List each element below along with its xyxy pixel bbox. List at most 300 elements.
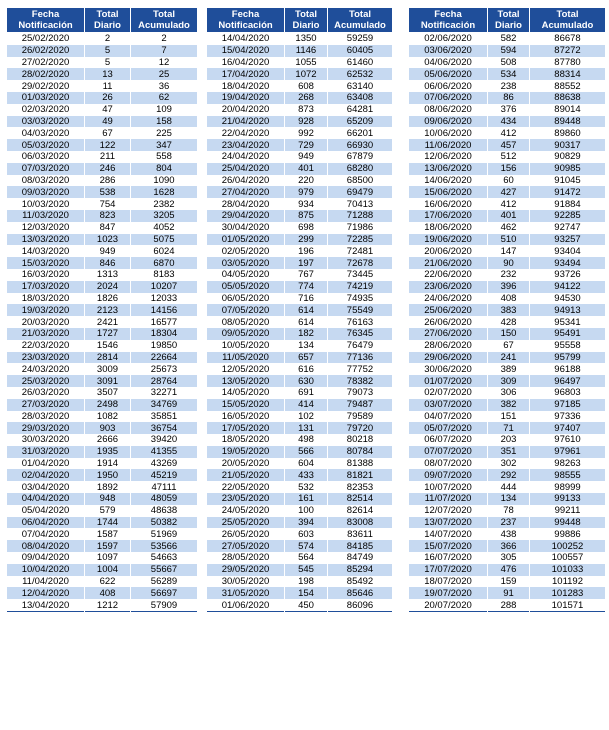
cell-total-acumulado: 48059 — [131, 493, 198, 505]
table-row — [409, 540, 606, 552]
cell-total-diario: 67 — [85, 127, 131, 139]
cell-total-acumulado: 74935 — [328, 293, 393, 305]
cell-fecha: 23/04/2020 — [207, 139, 285, 151]
cell-total-diario: 299 — [285, 234, 328, 246]
table-row — [409, 175, 606, 187]
table-row — [207, 210, 393, 222]
cell-total-diario: 292 — [488, 469, 530, 481]
cell-total-acumulado: 95558 — [530, 340, 606, 352]
cell-total-acumulado: 62532 — [328, 68, 393, 80]
table-row — [7, 587, 198, 599]
cell-total-acumulado: 91884 — [530, 198, 606, 210]
cell-total-diario: 67 — [488, 340, 530, 352]
table-row — [207, 528, 393, 540]
cell-total-diario: 220 — [285, 175, 328, 187]
cell-fecha: 02/03/2020 — [7, 104, 85, 116]
cell-total-acumulado: 70413 — [328, 198, 393, 210]
cell-fecha: 10/05/2020 — [207, 340, 285, 352]
table-row — [409, 127, 606, 139]
cell-total-diario: 49 — [85, 116, 131, 128]
table-row — [207, 599, 393, 611]
cell-total-diario: 846 — [85, 257, 131, 269]
cell-total-acumulado: 80784 — [328, 446, 393, 458]
cell-total-acumulado: 6870 — [131, 257, 198, 269]
cell-total-diario: 26 — [85, 92, 131, 104]
cell-fecha: 03/07/2020 — [409, 399, 488, 411]
table-row — [7, 434, 198, 446]
table-row — [7, 68, 198, 80]
cell-fecha: 20/06/2020 — [409, 245, 488, 257]
cell-fecha: 08/04/2020 — [7, 540, 85, 552]
cell-fecha: 15/07/2020 — [409, 540, 488, 552]
cell-fecha: 17/07/2020 — [409, 564, 488, 576]
cell-fecha: 07/07/2020 — [409, 446, 488, 458]
cell-fecha: 06/05/2020 — [207, 293, 285, 305]
cell-fecha: 20/05/2020 — [207, 458, 285, 470]
cell-total-diario: 3507 — [85, 387, 131, 399]
cell-total-acumulado: 74219 — [328, 281, 393, 293]
table-row — [7, 446, 198, 458]
table-row — [409, 493, 606, 505]
table-row — [207, 186, 393, 198]
cell-fecha: 03/06/2020 — [409, 45, 488, 57]
cell-fecha: 17/05/2020 — [207, 422, 285, 434]
cell-total-diario: 534 — [488, 68, 530, 80]
cell-total-acumulado: 32271 — [131, 387, 198, 399]
cell-total-diario: 979 — [285, 186, 328, 198]
table-row — [409, 422, 606, 434]
table-row — [207, 304, 393, 316]
cell-total-diario: 603 — [285, 528, 328, 540]
table-row — [7, 92, 198, 104]
table-row — [7, 210, 198, 222]
table-row — [207, 564, 393, 576]
cell-fecha: 02/06/2020 — [409, 33, 488, 45]
cell-fecha: 26/04/2020 — [207, 175, 285, 187]
cell-total-diario: 716 — [285, 293, 328, 305]
table-row — [409, 587, 606, 599]
cell-fecha: 12/06/2020 — [409, 151, 488, 163]
header-total-diario: Total Diario — [85, 8, 131, 33]
cell-total-acumulado: 59259 — [328, 33, 393, 45]
cell-total-acumulado: 3205 — [131, 210, 198, 222]
table-row — [7, 45, 198, 57]
cell-fecha: 03/05/2020 — [207, 257, 285, 269]
cell-fecha: 27/06/2020 — [409, 328, 488, 340]
table-row — [207, 587, 393, 599]
cell-total-diario: 122 — [85, 139, 131, 151]
cell-total-diario: 2814 — [85, 352, 131, 364]
table-row — [207, 234, 393, 246]
cell-fecha: 25/05/2020 — [207, 517, 285, 529]
cell-total-diario: 382 — [488, 399, 530, 411]
cell-total-acumulado: 96803 — [530, 387, 606, 399]
cell-total-acumulado: 22664 — [131, 352, 198, 364]
cell-total-acumulado: 67879 — [328, 151, 393, 163]
cell-total-diario: 11 — [85, 80, 131, 92]
cell-total-diario: 476 — [488, 564, 530, 576]
cell-fecha: 18/05/2020 — [207, 434, 285, 446]
cell-total-diario: 1350 — [285, 33, 328, 45]
cell-total-acumulado: 97185 — [530, 399, 606, 411]
cell-total-acumulado: 28764 — [131, 375, 198, 387]
cell-total-acumulado: 87780 — [530, 57, 606, 69]
cell-fecha: 09/06/2020 — [409, 116, 488, 128]
table-row — [207, 116, 393, 128]
cell-fecha: 14/04/2020 — [207, 33, 285, 45]
cell-total-diario: 156 — [488, 163, 530, 175]
cell-fecha: 16/05/2020 — [207, 411, 285, 423]
cell-total-diario: 698 — [285, 222, 328, 234]
cell-fecha: 30/03/2020 — [7, 434, 85, 446]
table-row — [409, 104, 606, 116]
cell-fecha: 01/06/2020 — [207, 599, 285, 611]
table-row — [7, 340, 198, 352]
cell-fecha: 30/05/2020 — [207, 576, 285, 588]
cell-total-acumulado: 61460 — [328, 57, 393, 69]
cell-total-diario: 198 — [285, 576, 328, 588]
cell-fecha: 11/03/2020 — [7, 210, 85, 222]
cell-fecha: 02/07/2020 — [409, 387, 488, 399]
cell-total-acumulado: 93257 — [530, 234, 606, 246]
cell-total-diario: 401 — [488, 210, 530, 222]
cell-total-acumulado: 72678 — [328, 257, 393, 269]
table-row — [207, 316, 393, 328]
cell-total-acumulado: 1628 — [131, 186, 198, 198]
table-row — [7, 363, 198, 375]
cell-total-diario: 948 — [85, 493, 131, 505]
table-row — [409, 316, 606, 328]
cell-fecha: 08/06/2020 — [409, 104, 488, 116]
cell-total-diario: 934 — [285, 198, 328, 210]
cell-total-acumulado: 69479 — [328, 186, 393, 198]
table-row — [207, 57, 393, 69]
table-row — [207, 434, 393, 446]
cell-total-acumulado: 77136 — [328, 352, 393, 364]
cell-total-acumulado: 82353 — [328, 481, 393, 493]
cell-fecha: 22/05/2020 — [207, 481, 285, 493]
cell-total-diario: 438 — [488, 528, 530, 540]
table-row — [409, 139, 606, 151]
cell-total-acumulado: 47111 — [131, 481, 198, 493]
cell-total-acumulado: 53566 — [131, 540, 198, 552]
table-row — [207, 245, 393, 257]
cell-fecha: 08/05/2020 — [207, 316, 285, 328]
cell-total-diario: 71 — [488, 422, 530, 434]
cell-total-acumulado: 10207 — [131, 281, 198, 293]
cell-fecha: 13/05/2020 — [207, 375, 285, 387]
cell-fecha: 27/03/2020 — [7, 399, 85, 411]
table-row — [409, 151, 606, 163]
table-row — [409, 186, 606, 198]
cell-fecha: 06/04/2020 — [7, 517, 85, 529]
cell-total-acumulado: 25 — [131, 68, 198, 80]
cell-fecha: 10/04/2020 — [7, 564, 85, 576]
table-header-row — [409, 8, 606, 33]
cell-total-diario: 532 — [285, 481, 328, 493]
cell-total-acumulado: 100252 — [530, 540, 606, 552]
header-total-diario: Total Diario — [285, 8, 328, 33]
cell-fecha: 30/04/2020 — [207, 222, 285, 234]
cell-total-diario: 1892 — [85, 481, 131, 493]
cell-total-diario: 434 — [488, 116, 530, 128]
cell-total-acumulado: 101033 — [530, 564, 606, 576]
cell-fecha: 16/07/2020 — [409, 552, 488, 564]
cell-fecha: 21/03/2020 — [7, 328, 85, 340]
cell-total-acumulado: 81388 — [328, 458, 393, 470]
cell-total-diario: 47 — [85, 104, 131, 116]
cell-fecha: 03/03/2020 — [7, 116, 85, 128]
cell-total-diario: 78 — [488, 505, 530, 517]
table-row — [409, 245, 606, 257]
cell-total-acumulado: 64281 — [328, 104, 393, 116]
table-row — [207, 269, 393, 281]
cell-total-diario: 91 — [488, 587, 530, 599]
cell-total-diario: 159 — [488, 576, 530, 588]
cell-fecha: 18/07/2020 — [409, 576, 488, 588]
table-row — [207, 163, 393, 175]
cell-fecha: 16/06/2020 — [409, 198, 488, 210]
cell-fecha: 09/05/2020 — [207, 328, 285, 340]
cell-fecha: 30/06/2020 — [409, 363, 488, 375]
cell-total-acumulado: 91045 — [530, 175, 606, 187]
table-row — [409, 92, 606, 104]
table-row — [7, 540, 198, 552]
table-row — [409, 210, 606, 222]
table-row — [207, 127, 393, 139]
table-row — [409, 80, 606, 92]
cell-total-diario: 614 — [285, 304, 328, 316]
cell-total-acumulado: 804 — [131, 163, 198, 175]
table-row — [409, 163, 606, 175]
cell-total-diario: 100 — [285, 505, 328, 517]
cell-total-diario: 579 — [85, 505, 131, 517]
cell-fecha: 28/06/2020 — [409, 340, 488, 352]
cell-total-acumulado: 68280 — [328, 163, 393, 175]
table-row — [7, 387, 198, 399]
cell-total-diario: 232 — [488, 269, 530, 281]
cell-total-acumulado: 19850 — [131, 340, 198, 352]
cell-total-acumulado: 87272 — [530, 45, 606, 57]
cell-total-acumulado: 51969 — [131, 528, 198, 540]
cell-total-diario: 2 — [85, 33, 131, 45]
cell-fecha: 15/04/2020 — [207, 45, 285, 57]
cell-fecha: 03/04/2020 — [7, 481, 85, 493]
cell-fecha: 15/05/2020 — [207, 399, 285, 411]
table-row — [7, 411, 198, 423]
cell-fecha: 23/05/2020 — [207, 493, 285, 505]
cell-fecha: 22/04/2020 — [207, 127, 285, 139]
table-row — [409, 293, 606, 305]
cell-total-acumulado: 1090 — [131, 175, 198, 187]
cell-fecha: 29/05/2020 — [207, 564, 285, 576]
table-row — [409, 399, 606, 411]
table-row — [7, 493, 198, 505]
cell-total-diario: 238 — [488, 80, 530, 92]
cell-total-acumulado: 89860 — [530, 127, 606, 139]
cell-total-acumulado: 79487 — [328, 399, 393, 411]
table-row — [7, 163, 198, 175]
cell-fecha: 07/04/2020 — [7, 528, 85, 540]
cell-fecha: 10/06/2020 — [409, 127, 488, 139]
cell-total-acumulado: 84749 — [328, 552, 393, 564]
cell-total-acumulado: 99886 — [530, 528, 606, 540]
cell-total-diario: 383 — [488, 304, 530, 316]
table-row — [7, 139, 198, 151]
cell-total-diario: 1744 — [85, 517, 131, 529]
cell-total-diario: 498 — [285, 434, 328, 446]
table-row — [207, 92, 393, 104]
table-row — [7, 599, 198, 611]
cell-total-diario: 1212 — [85, 599, 131, 611]
cell-total-acumulado: 6024 — [131, 245, 198, 257]
table-row — [207, 80, 393, 92]
table-row — [207, 352, 393, 364]
cell-total-acumulado: 63408 — [328, 92, 393, 104]
cell-total-acumulado: 5075 — [131, 234, 198, 246]
table-row — [207, 68, 393, 80]
cell-total-diario: 433 — [285, 469, 328, 481]
cell-total-diario: 211 — [85, 151, 131, 163]
cell-total-acumulado: 68500 — [328, 175, 393, 187]
cell-total-acumulado: 72481 — [328, 245, 393, 257]
cell-total-diario: 306 — [488, 387, 530, 399]
table-row — [409, 552, 606, 564]
cell-total-diario: 1055 — [285, 57, 328, 69]
table-row — [7, 293, 198, 305]
cell-total-diario: 150 — [488, 328, 530, 340]
cell-total-acumulado: 95799 — [530, 352, 606, 364]
cell-fecha: 14/07/2020 — [409, 528, 488, 540]
cell-fecha: 10/03/2020 — [7, 198, 85, 210]
table-row — [409, 269, 606, 281]
cell-fecha: 27/04/2020 — [207, 186, 285, 198]
cell-fecha: 04/06/2020 — [409, 57, 488, 69]
cell-total-acumulado: 12033 — [131, 293, 198, 305]
table-row — [207, 411, 393, 423]
cell-total-diario: 847 — [85, 222, 131, 234]
table-row — [207, 33, 393, 45]
cell-total-acumulado: 41355 — [131, 446, 198, 458]
cell-total-acumulado: 95491 — [530, 328, 606, 340]
table-row — [207, 104, 393, 116]
cell-total-diario: 408 — [85, 587, 131, 599]
cell-fecha: 23/06/2020 — [409, 281, 488, 293]
cell-total-diario: 396 — [488, 281, 530, 293]
cell-fecha: 18/03/2020 — [7, 293, 85, 305]
cell-total-acumulado: 98263 — [530, 458, 606, 470]
cell-total-acumulado: 36 — [131, 80, 198, 92]
table-row — [207, 399, 393, 411]
table-row — [409, 340, 606, 352]
cell-total-diario: 366 — [488, 540, 530, 552]
table-row — [7, 328, 198, 340]
cell-total-acumulado: 98999 — [530, 481, 606, 493]
cell-fecha: 12/04/2020 — [7, 587, 85, 599]
cell-total-diario: 90 — [488, 257, 530, 269]
cell-total-acumulado: 100557 — [530, 552, 606, 564]
header-total-acumulado: Total Acumulado — [131, 8, 198, 33]
table-row — [7, 127, 198, 139]
cell-fecha: 24/03/2020 — [7, 363, 85, 375]
cell-total-diario: 309 — [488, 375, 530, 387]
cell-total-acumulado: 66201 — [328, 127, 393, 139]
cell-fecha: 09/03/2020 — [7, 186, 85, 198]
cell-total-acumulado: 43269 — [131, 458, 198, 470]
cell-fecha: 28/02/2020 — [7, 68, 85, 80]
cell-total-diario: 182 — [285, 328, 328, 340]
cell-total-acumulado: 56289 — [131, 576, 198, 588]
cell-fecha: 27/02/2020 — [7, 57, 85, 69]
cell-fecha: 26/03/2020 — [7, 387, 85, 399]
cell-total-diario: 408 — [488, 293, 530, 305]
table-row — [207, 257, 393, 269]
table-row — [409, 434, 606, 446]
cell-fecha: 06/07/2020 — [409, 434, 488, 446]
cell-total-acumulado: 101571 — [530, 599, 606, 611]
cell-fecha: 17/06/2020 — [409, 210, 488, 222]
table-row — [409, 257, 606, 269]
table-row — [409, 198, 606, 210]
table-row — [207, 222, 393, 234]
cell-total-diario: 246 — [85, 163, 131, 175]
cell-total-diario: 1313 — [85, 269, 131, 281]
cell-total-diario: 401 — [285, 163, 328, 175]
table-row — [409, 281, 606, 293]
cell-total-acumulado: 96188 — [530, 363, 606, 375]
cell-fecha: 25/06/2020 — [409, 304, 488, 316]
cell-total-diario: 823 — [85, 210, 131, 222]
cell-fecha: 13/07/2020 — [409, 517, 488, 529]
cell-total-acumulado: 101192 — [530, 576, 606, 588]
cell-total-acumulado: 99133 — [530, 493, 606, 505]
cell-total-diario: 3009 — [85, 363, 131, 375]
cell-total-diario: 1914 — [85, 458, 131, 470]
cell-total-diario: 657 — [285, 352, 328, 364]
cell-fecha: 17/03/2020 — [7, 281, 85, 293]
cell-total-acumulado: 558 — [131, 151, 198, 163]
cell-total-acumulado: 101283 — [530, 587, 606, 599]
table-row — [207, 458, 393, 470]
cell-total-diario: 949 — [285, 151, 328, 163]
cell-fecha: 16/03/2020 — [7, 269, 85, 281]
cell-fecha: 20/04/2020 — [207, 104, 285, 116]
table-row — [207, 281, 393, 293]
cell-total-diario: 161 — [285, 493, 328, 505]
cell-total-diario: 305 — [488, 552, 530, 564]
cell-fecha: 11/06/2020 — [409, 139, 488, 151]
cases-table-1 — [6, 7, 198, 612]
header-total-diario: Total Diario — [488, 8, 530, 33]
table-row — [7, 352, 198, 364]
cell-total-acumulado: 79589 — [328, 411, 393, 423]
cell-fecha: 25/04/2020 — [207, 163, 285, 175]
table-row — [7, 104, 198, 116]
cell-total-diario: 616 — [285, 363, 328, 375]
cell-fecha: 31/05/2020 — [207, 587, 285, 599]
cell-fecha: 24/05/2020 — [207, 505, 285, 517]
cell-fecha: 29/04/2020 — [207, 210, 285, 222]
cell-fecha: 05/06/2020 — [409, 68, 488, 80]
cell-total-diario: 754 — [85, 198, 131, 210]
table-row — [409, 458, 606, 470]
cell-fecha: 05/04/2020 — [7, 505, 85, 517]
table-row — [409, 375, 606, 387]
cell-fecha: 01/07/2020 — [409, 375, 488, 387]
table-row — [207, 198, 393, 210]
table-row — [7, 198, 198, 210]
cell-total-diario: 86 — [488, 92, 530, 104]
